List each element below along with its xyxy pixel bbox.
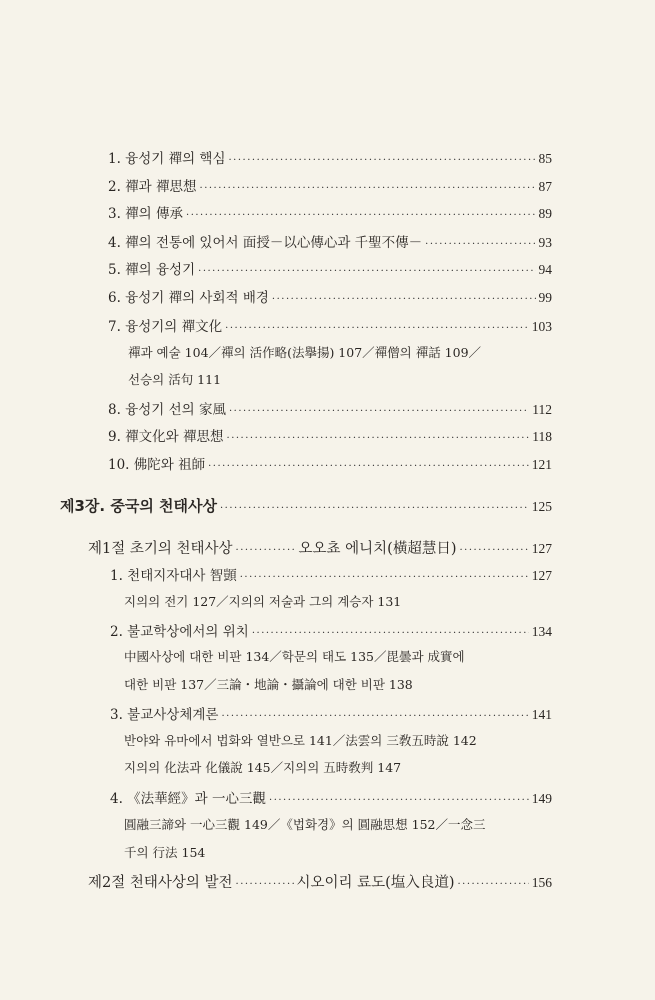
page-number: 149 <box>531 791 552 806</box>
leader-dots <box>236 879 294 890</box>
leader-dots <box>208 461 529 472</box>
section-author: 시오이리 료도(塩入良道) <box>296 875 455 891</box>
section-title: 제2절 천태사상의 발전 <box>88 875 233 891</box>
subtopics: 中國사상에 대한 비판 134／학문의 태도 135／毘曇과 成實에 <box>124 649 465 664</box>
page-number: 134 <box>531 624 552 639</box>
page-number: 87 <box>538 179 552 194</box>
entry-title: 3. 禪의 傳承 <box>108 206 184 222</box>
section-entry <box>88 537 552 557</box>
leader-dots <box>269 795 529 806</box>
subtopics: 圓融三諦와 一心三觀 149／《법화경》의 圓融思想 152／一念三 <box>124 817 486 832</box>
leader-dots <box>227 433 530 444</box>
leader-dots <box>457 879 528 890</box>
page-number: 156 <box>531 875 552 890</box>
toc-entry <box>108 398 552 418</box>
subtopics: 禪과 예술 104／禪의 活作略(法擧揚) 107／禪僧의 禪話 109／ <box>128 345 482 360</box>
page-number: 141 <box>531 707 552 722</box>
toc-entry <box>110 620 552 640</box>
section-entry <box>88 871 552 891</box>
leader-dots <box>198 266 535 277</box>
chapter-title: 제3장. 중국의 천태사상 <box>60 497 217 515</box>
page-number: 94 <box>538 262 552 277</box>
entry-title: 8. 융성기 선의 家風 <box>108 402 226 418</box>
toc-entry <box>108 286 552 306</box>
page-number: 93 <box>538 235 552 250</box>
page-number: 127 <box>531 541 552 556</box>
subtopics: 반야와 유마에서 법화와 열반으로 141／法雲의 三敎五時說 142 <box>124 733 477 748</box>
toc-entry <box>110 703 552 723</box>
page-number: 118 <box>532 429 552 444</box>
toc-entry <box>108 425 552 445</box>
leader-dots <box>225 323 529 334</box>
page-number: 85 <box>538 151 552 166</box>
page-number: 127 <box>531 568 552 583</box>
subtopics: 千의 行法 154 <box>124 845 206 860</box>
entry-title: 4. 禪의 전통에 있어서 面授－以心傳心과 千聖不傳－ <box>108 235 423 251</box>
page-number: 89 <box>538 206 552 221</box>
toc-entry <box>108 202 552 222</box>
section-author: 오오쵸 에니치(橫超慧日) <box>298 541 457 557</box>
leader-dots <box>425 239 535 250</box>
toc-entry <box>108 175 552 195</box>
page-number: 112 <box>532 402 552 417</box>
leader-dots <box>229 406 529 417</box>
leader-dots <box>252 628 529 639</box>
entry-title: 1. 천태지자대사 智顗 <box>110 568 237 584</box>
chapter-entry <box>60 495 552 515</box>
entry-title: 7. 융성기의 禪文化 <box>108 319 223 335</box>
leader-dots <box>200 183 536 194</box>
entry-title: 2. 불교학상에서의 위치 <box>110 624 249 640</box>
section-title: 제1절 초기의 천태사상 <box>88 541 233 557</box>
entry-title: 5. 禪의 융성기 <box>108 262 196 278</box>
entry-title: 4. 《法華經》과 一心三觀 <box>110 791 267 807</box>
toc-entry <box>110 787 552 807</box>
entry-title: 9. 禪文化와 禪思想 <box>108 429 224 445</box>
entry-title: 6. 융성기 禪의 사회적 배경 <box>108 290 269 306</box>
subtopics: 대한 비판 137／三論・地論・攝論에 대한 비판 138 <box>124 677 413 692</box>
toc-entry <box>108 453 552 473</box>
page-number: 125 <box>531 499 552 514</box>
leader-dots <box>459 545 528 556</box>
entry-title: 2. 禪과 禪思想 <box>108 179 197 195</box>
toc-entry <box>108 315 552 335</box>
page-number: 121 <box>531 457 552 472</box>
leader-dots <box>229 155 536 166</box>
leader-dots <box>236 545 296 556</box>
entry-title: 10. 佛陀와 祖師 <box>108 457 206 473</box>
toc-entry <box>108 147 552 167</box>
entry-title: 1. 융성기 禪의 핵심 <box>108 151 226 167</box>
subtopics: 지의의 化法과 化儀說 145／지의의 五時敎判 147 <box>124 760 402 775</box>
entry-title: 3. 불교사상체계론 <box>110 707 219 723</box>
page-number: 99 <box>538 290 552 305</box>
leader-dots <box>272 294 536 305</box>
leader-dots <box>220 503 529 514</box>
subtopics: 선승의 活句 111 <box>128 372 222 387</box>
subtopics: 지의의 전기 127／지의의 저술과 그의 계승자 131 <box>124 594 402 609</box>
toc-entry <box>110 564 552 584</box>
leader-dots <box>240 572 529 583</box>
leader-dots <box>221 711 528 722</box>
toc-entry <box>108 231 552 251</box>
toc-entry <box>108 258 552 278</box>
leader-dots <box>186 210 535 221</box>
page-number: 103 <box>531 319 552 334</box>
